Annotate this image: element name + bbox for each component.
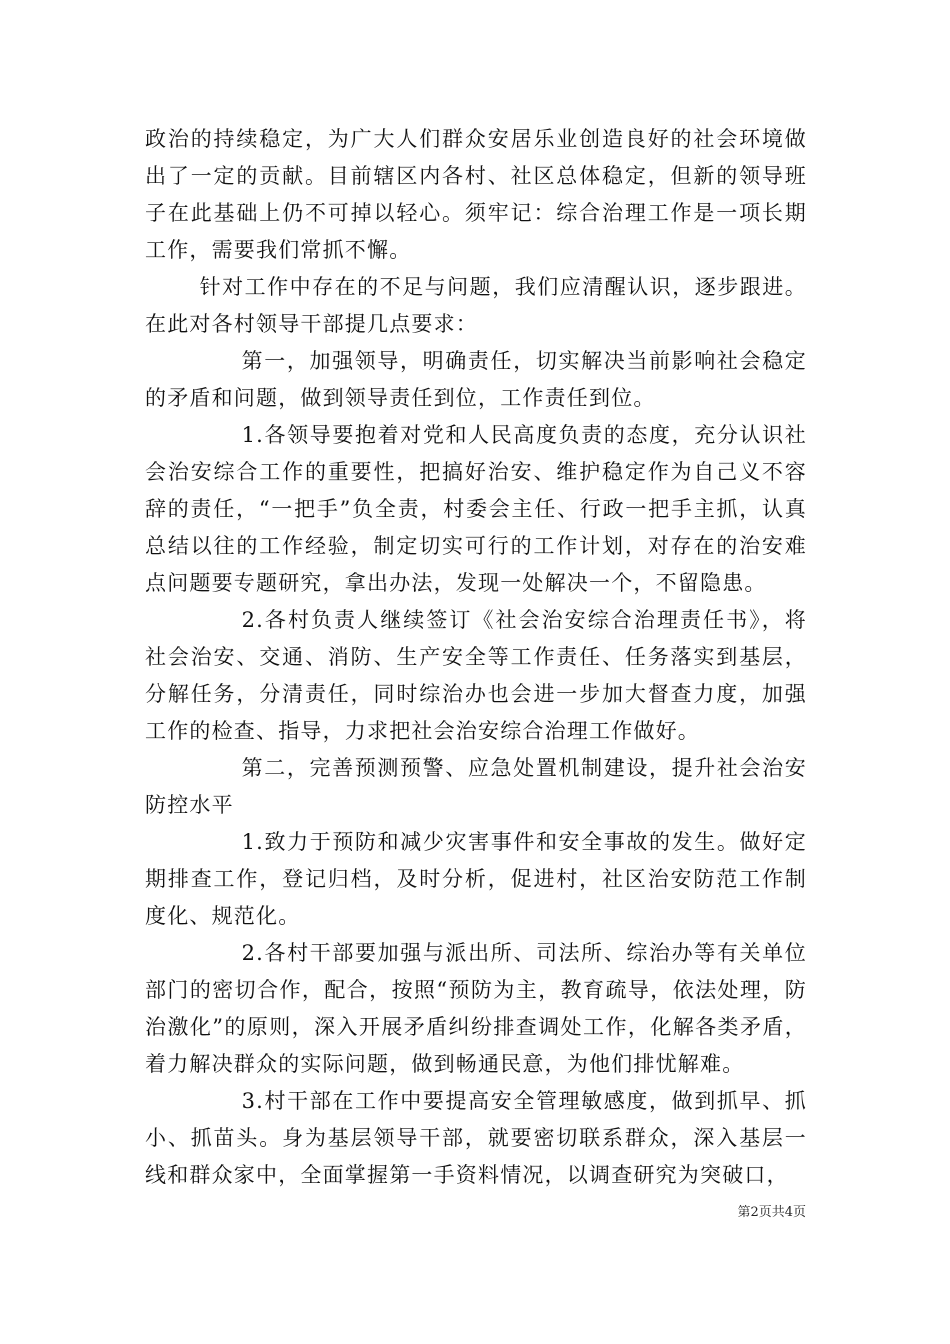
document-body — [145, 121, 807, 1194]
paragraph-5: 2.各村负责人继续签订《社会治安综合治理责任书》，将社会治安、交通、消防、生产安全等工作责任、任务落实到基层，分解任务，分清责任，同时综治办也会进一步加大督查力度，加强工作的检查、指导，力求把社会治安综合治理工作做好。 — [145, 608, 807, 743]
paragraph-4: 1.各领导要抱着对党和人民高度负责的态度，充分认识社会治安综合工作的重要性，把搞好治安、维护稳定作为自己义不容辞的责任，“一把手”负全责，村委会主任、行政一把手主抓，认真总结以往的工作经验，制定切实可行的工作计划，对存在的治安难点问题要专题研究，拿出办法，发现一处解决一个，不留隐患。 — [145, 423, 807, 595]
page-number-footer: 第2页共4页 — [737, 1205, 806, 1220]
paragraph-7: 1.致力于预防和减少灾害事件和安全事故的发生。做好定期排查工作，登记归档，及时分析，促进村，社区治安防范工作制度化、规范化。 — [145, 830, 807, 928]
paragraph-9: 3.村干部在工作中要提高安全管理敏感度，做到抓早、抓小、抓苗头。身为基层领导干部，就要密切联系群众，深入基层一线和群众家中，全面掌握第一手资料情况，以调查研究为突破口， — [145, 1089, 807, 1187]
paragraph-6: 第二，完善预测预警、应急处置机制建设，提升社会治安防控水平 — [145, 756, 807, 817]
paragraph-8: 2.各村干部要加强与派出所、司法所、综治办等有关单位部门的密切合作，配合，按照“预防为主，教育疏导，依法处理，防治激化”的原则，深入开展矛盾纠纷排查调处工作，化解各类矛盾，着力解决群众的实际问题，做到畅通民意，为他们排忧解难。 — [145, 941, 807, 1076]
paragraph-1: 政治的持续稳定，为广大人们群众安居乐业创造良好的社会环境做出了一定的贡献。目前辖区内各村、社区总体稳定，但新的领导班子在此基础上仍不可掉以轻心。须牢记：综合治理工作是一项长期工作，需要我们常抓不懈。 — [145, 127, 807, 262]
paragraph-3: 第一，加强领导，明确责任，切实解决当前影响社会稳定的矛盾和问题，做到领导责任到位，工作责任到位。 — [145, 349, 807, 410]
paragraph-2: 针对工作中存在的不足与问题，我们应清醒认识，逐步跟进。在此对各村领导干部提几点要求： — [145, 275, 807, 336]
